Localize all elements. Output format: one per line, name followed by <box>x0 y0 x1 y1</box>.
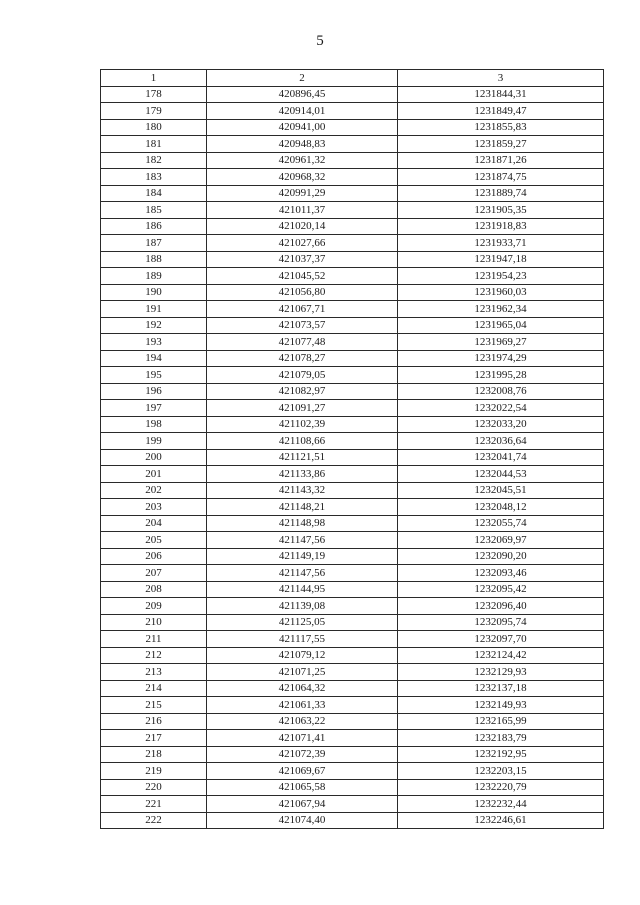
table-row <box>101 86 604 103</box>
table-row <box>101 136 604 153</box>
point-number-cell: 178 <box>101 86 207 103</box>
point-number-cell: 195 <box>101 367 207 384</box>
point-number-cell: 206 <box>101 548 207 565</box>
point-number-cell: 201 <box>101 466 207 483</box>
point-number-cell: 190 <box>101 284 207 301</box>
y-coordinate-cell: 1231844,31 <box>398 86 604 103</box>
y-coordinate-cell: 1231905,35 <box>398 202 604 219</box>
table-row <box>101 350 604 367</box>
point-number-cell: 218 <box>101 746 207 763</box>
y-coordinate-cell: 1231947,18 <box>398 251 604 268</box>
table-row <box>101 697 604 714</box>
x-coordinate-cell: 421074,40 <box>207 812 398 829</box>
y-coordinate-cell: 1231962,34 <box>398 301 604 318</box>
y-coordinate-cell: 1232096,40 <box>398 598 604 615</box>
point-number-cell: 193 <box>101 334 207 351</box>
table-row <box>101 730 604 747</box>
x-coordinate-cell: 421077,48 <box>207 334 398 351</box>
y-coordinate-cell: 1231871,26 <box>398 152 604 169</box>
point-number-cell: 209 <box>101 598 207 615</box>
y-coordinate-cell: 1232095,74 <box>398 614 604 631</box>
y-coordinate-cell: 1232055,74 <box>398 515 604 532</box>
point-number-cell: 186 <box>101 218 207 235</box>
x-coordinate-cell: 421148,98 <box>207 515 398 532</box>
y-coordinate-cell: 1232165,99 <box>398 713 604 730</box>
x-coordinate-cell: 421102,39 <box>207 416 398 433</box>
point-number-cell: 219 <box>101 763 207 780</box>
x-coordinate-cell: 421121,51 <box>207 449 398 466</box>
x-coordinate-cell: 421020,14 <box>207 218 398 235</box>
table-row <box>101 152 604 169</box>
point-number-cell: 179 <box>101 103 207 120</box>
point-number-cell: 211 <box>101 631 207 648</box>
point-number-cell: 184 <box>101 185 207 202</box>
x-coordinate-cell: 421061,33 <box>207 697 398 714</box>
table-row <box>101 301 604 318</box>
y-coordinate-cell: 1231859,27 <box>398 136 604 153</box>
y-coordinate-cell: 1232008,76 <box>398 383 604 400</box>
x-coordinate-cell: 421147,56 <box>207 532 398 549</box>
table-row <box>101 466 604 483</box>
x-coordinate-cell: 421108,66 <box>207 433 398 450</box>
table-row <box>101 235 604 252</box>
x-coordinate-cell: 420941,00 <box>207 119 398 136</box>
point-number-cell: 200 <box>101 449 207 466</box>
y-coordinate-cell: 1231849,47 <box>398 103 604 120</box>
y-coordinate-cell: 1232022,54 <box>398 400 604 417</box>
point-number-cell: 210 <box>101 614 207 631</box>
table-row <box>101 433 604 450</box>
table-row <box>101 664 604 681</box>
x-coordinate-cell: 421078,27 <box>207 350 398 367</box>
x-coordinate-cell: 421037,37 <box>207 251 398 268</box>
y-coordinate-cell: 1232129,93 <box>398 664 604 681</box>
x-coordinate-cell: 421045,52 <box>207 268 398 285</box>
point-number-cell: 191 <box>101 301 207 318</box>
y-coordinate-cell: 1232097,70 <box>398 631 604 648</box>
y-coordinate-cell: 1232033,20 <box>398 416 604 433</box>
y-coordinate-cell: 1232093,46 <box>398 565 604 582</box>
x-coordinate-cell: 421139,08 <box>207 598 398 615</box>
y-coordinate-cell: 1231954,23 <box>398 268 604 285</box>
y-coordinate-cell: 1231960,03 <box>398 284 604 301</box>
point-number-cell: 197 <box>101 400 207 417</box>
y-coordinate-cell: 1231969,27 <box>398 334 604 351</box>
x-coordinate-cell: 421144,95 <box>207 581 398 598</box>
x-coordinate-cell: 421148,21 <box>207 499 398 516</box>
y-coordinate-cell: 1231974,29 <box>398 350 604 367</box>
point-number-cell: 216 <box>101 713 207 730</box>
x-coordinate-cell: 420968,32 <box>207 169 398 186</box>
y-coordinate-cell: 1232137,18 <box>398 680 604 697</box>
x-coordinate-cell: 420961,32 <box>207 152 398 169</box>
y-coordinate-cell: 1232036,64 <box>398 433 604 450</box>
table-row <box>101 614 604 631</box>
table-row <box>101 383 604 400</box>
column-header-3: 3 <box>398 70 604 87</box>
y-coordinate-cell: 1232124,42 <box>398 647 604 664</box>
point-number-cell: 208 <box>101 581 207 598</box>
point-number-cell: 215 <box>101 697 207 714</box>
table-row <box>101 812 604 829</box>
table-row <box>101 631 604 648</box>
point-number-cell: 202 <box>101 482 207 499</box>
point-number-cell: 183 <box>101 169 207 186</box>
x-coordinate-cell: 421067,94 <box>207 796 398 813</box>
y-coordinate-cell: 1232232,44 <box>398 796 604 813</box>
table-row <box>101 251 604 268</box>
x-coordinate-cell: 420948,83 <box>207 136 398 153</box>
table-row <box>101 796 604 813</box>
point-number-cell: 221 <box>101 796 207 813</box>
table-row <box>101 680 604 697</box>
y-coordinate-cell: 1232090,20 <box>398 548 604 565</box>
y-coordinate-cell: 1232045,51 <box>398 482 604 499</box>
table-row <box>101 334 604 351</box>
table-row <box>101 416 604 433</box>
x-coordinate-cell: 421065,58 <box>207 779 398 796</box>
x-coordinate-cell: 421143,32 <box>207 482 398 499</box>
point-number-cell: 194 <box>101 350 207 367</box>
y-coordinate-cell: 1232192,95 <box>398 746 604 763</box>
y-coordinate-cell: 1231933,71 <box>398 235 604 252</box>
point-number-cell: 187 <box>101 235 207 252</box>
point-number-cell: 192 <box>101 317 207 334</box>
point-number-cell: 212 <box>101 647 207 664</box>
x-coordinate-cell: 421147,56 <box>207 565 398 582</box>
point-number-cell: 181 <box>101 136 207 153</box>
table-row <box>101 202 604 219</box>
table-row <box>101 449 604 466</box>
x-coordinate-cell: 421125,05 <box>207 614 398 631</box>
point-number-cell: 207 <box>101 565 207 582</box>
point-number-cell: 203 <box>101 499 207 516</box>
table-row <box>101 400 604 417</box>
table-row <box>101 103 604 120</box>
x-coordinate-cell: 421063,22 <box>207 713 398 730</box>
y-coordinate-cell: 1231965,04 <box>398 317 604 334</box>
table-row <box>101 532 604 549</box>
x-coordinate-cell: 421079,05 <box>207 367 398 384</box>
table-row <box>101 581 604 598</box>
point-number-cell: 222 <box>101 812 207 829</box>
point-number-cell: 214 <box>101 680 207 697</box>
point-number-cell: 185 <box>101 202 207 219</box>
x-coordinate-cell: 421133,86 <box>207 466 398 483</box>
point-number-cell: 182 <box>101 152 207 169</box>
table-row <box>101 482 604 499</box>
point-number-cell: 205 <box>101 532 207 549</box>
table-row <box>101 499 604 516</box>
y-coordinate-cell: 1232183,79 <box>398 730 604 747</box>
y-coordinate-cell: 1232069,97 <box>398 532 604 549</box>
table-row <box>101 779 604 796</box>
table-row <box>101 548 604 565</box>
x-coordinate-cell: 421082,97 <box>207 383 398 400</box>
table-row <box>101 284 604 301</box>
x-coordinate-cell: 420914,01 <box>207 103 398 120</box>
x-coordinate-cell: 421056,80 <box>207 284 398 301</box>
table-row <box>101 565 604 582</box>
point-number-cell: 220 <box>101 779 207 796</box>
column-header-2: 2 <box>207 70 398 87</box>
y-coordinate-cell: 1231918,83 <box>398 218 604 235</box>
table-body <box>101 86 604 829</box>
x-coordinate-cell: 421027,66 <box>207 235 398 252</box>
x-coordinate-cell: 421149,19 <box>207 548 398 565</box>
y-coordinate-cell: 1231995,28 <box>398 367 604 384</box>
table-row <box>101 367 604 384</box>
table-row <box>101 185 604 202</box>
x-coordinate-cell: 420896,45 <box>207 86 398 103</box>
x-coordinate-cell: 420991,29 <box>207 185 398 202</box>
x-coordinate-cell: 421079,12 <box>207 647 398 664</box>
table-row <box>101 763 604 780</box>
table-row <box>101 713 604 730</box>
page-number: 5 <box>316 33 324 49</box>
table-row <box>101 317 604 334</box>
y-coordinate-cell: 1232220,79 <box>398 779 604 796</box>
table-header-row <box>101 70 604 87</box>
table-row <box>101 647 604 664</box>
column-header-1: 1 <box>101 70 207 87</box>
x-coordinate-cell: 421069,67 <box>207 763 398 780</box>
point-number-cell: 188 <box>101 251 207 268</box>
table-row <box>101 598 604 615</box>
y-coordinate-cell: 1232149,93 <box>398 697 604 714</box>
point-number-cell: 180 <box>101 119 207 136</box>
point-number-cell: 198 <box>101 416 207 433</box>
table-row <box>101 169 604 186</box>
x-coordinate-cell: 421117,55 <box>207 631 398 648</box>
y-coordinate-cell: 1232246,61 <box>398 812 604 829</box>
point-number-cell: 199 <box>101 433 207 450</box>
y-coordinate-cell: 1232203,15 <box>398 763 604 780</box>
coordinates-table <box>100 69 604 829</box>
x-coordinate-cell: 421071,25 <box>207 664 398 681</box>
point-number-cell: 189 <box>101 268 207 285</box>
x-coordinate-cell: 421091,27 <box>207 400 398 417</box>
table-row <box>101 119 604 136</box>
x-coordinate-cell: 421073,57 <box>207 317 398 334</box>
y-coordinate-cell: 1231889,74 <box>398 185 604 202</box>
point-number-cell: 204 <box>101 515 207 532</box>
y-coordinate-cell: 1232041,74 <box>398 449 604 466</box>
x-coordinate-cell: 421011,37 <box>207 202 398 219</box>
table-row <box>101 746 604 763</box>
x-coordinate-cell: 421064,32 <box>207 680 398 697</box>
table-row <box>101 218 604 235</box>
y-coordinate-cell: 1232048,12 <box>398 499 604 516</box>
point-number-cell: 217 <box>101 730 207 747</box>
y-coordinate-cell: 1232044,53 <box>398 466 604 483</box>
table-row <box>101 268 604 285</box>
y-coordinate-cell: 1232095,42 <box>398 581 604 598</box>
table-row <box>101 515 604 532</box>
x-coordinate-cell: 421067,71 <box>207 301 398 318</box>
x-coordinate-cell: 421071,41 <box>207 730 398 747</box>
point-number-cell: 213 <box>101 664 207 681</box>
point-number-cell: 196 <box>101 383 207 400</box>
x-coordinate-cell: 421072,39 <box>207 746 398 763</box>
y-coordinate-cell: 1231855,83 <box>398 119 604 136</box>
y-coordinate-cell: 1231874,75 <box>398 169 604 186</box>
